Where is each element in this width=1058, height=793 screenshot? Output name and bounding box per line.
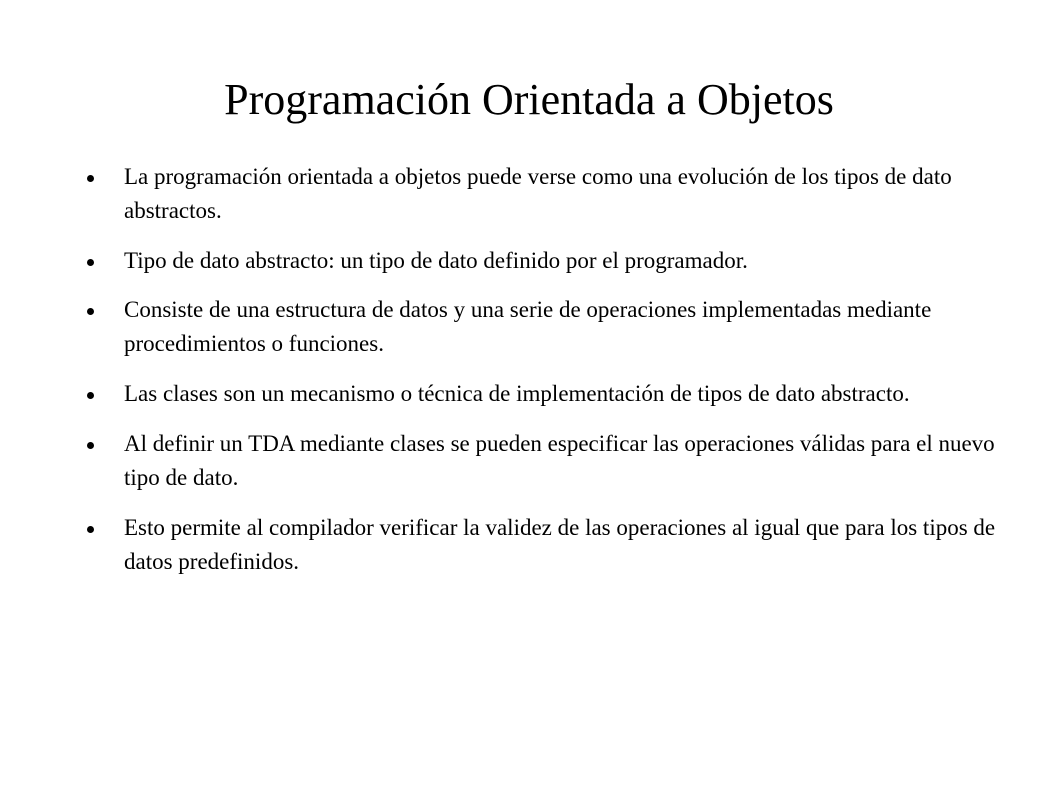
bullet-text: Las clases son un mecanismo o técnica de implementación de tipos de dato abstracto. [124,381,910,406]
bullet-list [86,160,996,595]
bullet-dot-icon [87,526,94,533]
bullet-item [86,511,996,579]
bullet-text: La programación orientada a objetos puede verse como una evolución de los tipos de dato abstractos. [124,164,952,223]
bullet-item [86,427,996,495]
bullet-text: Al definir un TDA mediante clases se pueden especificar las operaciones válidas para el nuevo tipo de dato. [124,431,995,490]
bullet-dot-icon [87,442,94,449]
slide-title: Programación Orientada a Objetos [224,75,834,124]
bullet-item [86,244,996,278]
bullet-dot-icon [87,175,94,182]
bullet-dot-icon [87,392,94,399]
bullet-item [86,293,996,361]
bullet-text: Consiste de una estructura de datos y una serie de operaciones implementadas mediante procedimientos o funciones. [124,297,932,356]
bullet-text: Esto permite al compilador verificar la validez de las operaciones al igual que para los tipos de datos predefinidos. [124,515,996,574]
bullet-item [86,377,996,411]
bullet-dot-icon [87,308,94,315]
bullet-item [86,160,996,228]
bullet-dot-icon [87,259,94,266]
bullet-text: Tipo de dato abstracto: un tipo de dato definido por el programador. [124,248,748,273]
